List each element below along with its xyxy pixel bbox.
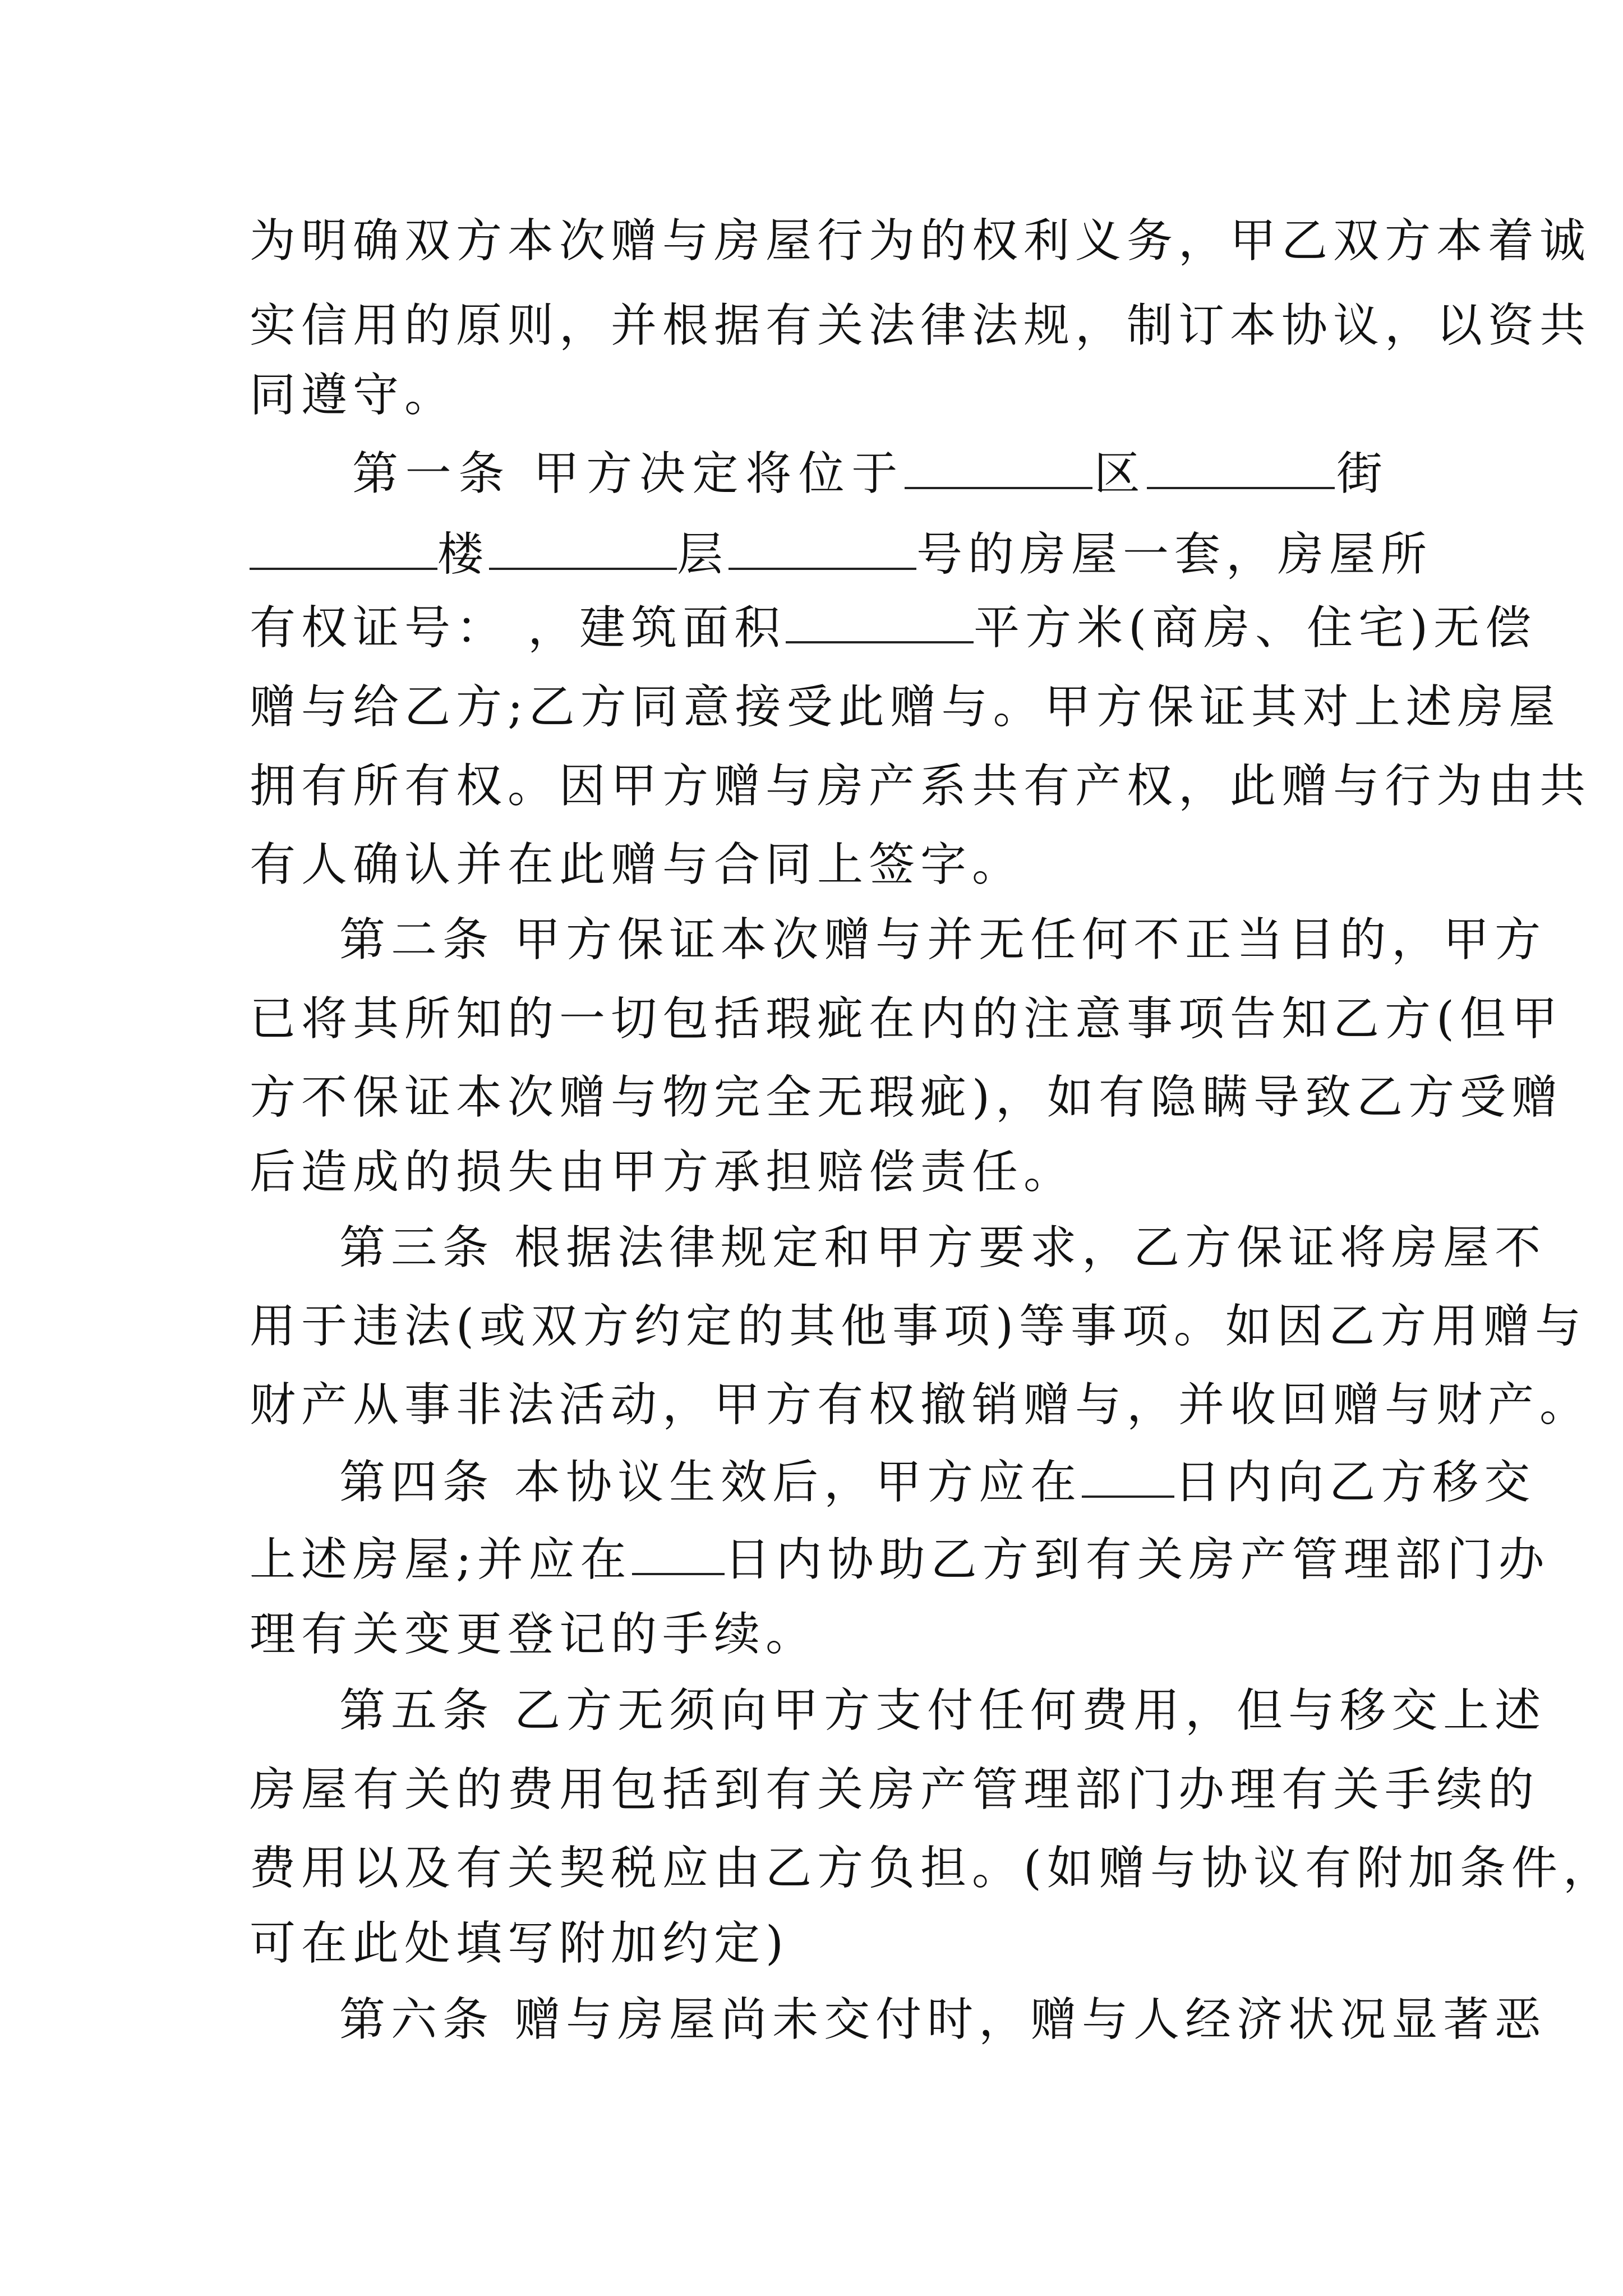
blank-field: [786, 600, 974, 643]
article1-text: 号的房屋一套，房屋所: [916, 528, 1433, 581]
intro-line-2: 实信用的原则，并根据有关法律法规，制订本协议，以资共: [250, 299, 1592, 352]
blank-field: [632, 1531, 725, 1575]
article1-text: 有权证号： ，建筑面积: [250, 601, 786, 655]
intro-line-1: 为明确双方本次赠与房屋行为的权利义务，甲乙双方本着诚: [250, 214, 1592, 268]
article3-line-1: 第三条 根据法律规定和甲方要求，乙方保证将房屋不: [339, 1221, 1547, 1274]
article4-text: 第四条 本协议生效后，甲方应在: [339, 1456, 1082, 1509]
article2-line-1: 第二条 甲方保证本次赠与并无任何不正当目的，甲方: [339, 913, 1547, 967]
article2-line-4: 后造成的损失由甲方承担赔偿责任。: [250, 1145, 1076, 1199]
article1-text: 楼: [437, 528, 490, 581]
article1-line-1: [352, 432, 1388, 516]
intro-line-3: 同遵守。: [250, 369, 457, 422]
article5-line-1: 第五条 乙方无须向甲方支付任何费用，但与移交上述: [339, 1684, 1547, 1737]
article5-line-2: 房屋有关的费用包括到有关房产管理部门办理有关手续的: [250, 1763, 1540, 1816]
article1-text: 平方米(商房、住宅)无偿: [974, 601, 1537, 655]
blank-field: [1147, 445, 1335, 489]
article2-line-3: 方不保证本次赠与物完全无瑕疵)，如有隐瞒导致乙方受赠: [250, 1071, 1563, 1124]
article4-line-3: 理有关变更登记的手续。: [250, 1608, 818, 1661]
article1-text: 区: [1092, 447, 1147, 500]
article1-line-3: [250, 586, 1537, 670]
article5-line-3: 费用以及有关契税应由乙方负担。(如赠与协议有附加条件，: [250, 1842, 1615, 1895]
article1-line-5: 拥有所有权。因甲方赠与房产系共有产权，此赠与行为由共: [250, 760, 1592, 813]
blank-field: [489, 526, 677, 570]
article4-line-2: [250, 1518, 1550, 1602]
article6-line-1: 第六条 赠与房屋尚未交付时，赠与人经济状况显著恶: [339, 1993, 1547, 2046]
article1-line-6: 有人确认并在此赠与合同上签字。: [250, 838, 1024, 891]
article4-text: 上述房屋;并应在: [250, 1533, 632, 1586]
blank-field: [905, 445, 1092, 489]
article4-text: 日内协助乙方到有关房产管理部门办: [724, 1533, 1550, 1586]
article4-text: 日内向乙方移交: [1174, 1456, 1536, 1509]
article2-line-2: 已将其所知的一切包括瑕疵在内的注意事项告知乙方(但甲: [250, 992, 1563, 1046]
article3-line-2: 用于违法(或双方约定的其他事项)等事项。如因乙方用赠与: [250, 1300, 1587, 1353]
article1-text: 第一条 甲方决定将位于: [352, 447, 905, 500]
article1-text: 层: [677, 528, 729, 581]
article3-line-3: 财产从事非法活动，甲方有权撤销赠与，并收回赠与财产。: [250, 1378, 1592, 1432]
blank-field: [1082, 1454, 1174, 1498]
article4-line-1: [339, 1441, 1536, 1525]
blank-field: [728, 526, 916, 570]
article5-line-4: 可在此处填写附加约定): [250, 1917, 789, 1970]
blank-field: [250, 526, 437, 570]
article1-line-4: 赠与给乙方;乙方同意接受此赠与。甲方保证其对上述房屋: [250, 680, 1561, 734]
article1-line-2: [250, 513, 1433, 597]
article1-text: 街: [1335, 447, 1388, 500]
